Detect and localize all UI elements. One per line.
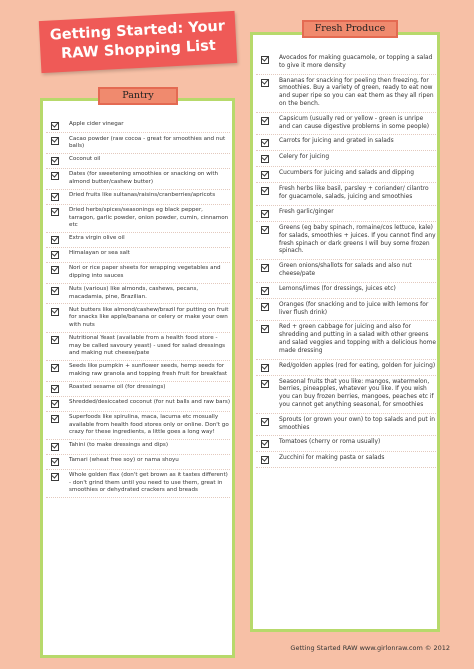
checkbox-icon[interactable] — [51, 415, 59, 423]
item-label: Carrots for juicing and grated in salads — [279, 138, 394, 145]
item-label: Avocados for making guacamole, or topping a salad to give it more density — [279, 55, 433, 69]
checkbox-icon[interactable] — [261, 418, 269, 426]
list-item — [46, 397, 230, 412]
item-label: Coconut oil — [69, 156, 101, 163]
checkbox-icon[interactable] — [51, 287, 59, 295]
list-item — [46, 205, 230, 233]
checkbox-icon[interactable] — [51, 236, 59, 244]
list-item — [46, 333, 230, 361]
checkbox-icon[interactable] — [261, 139, 269, 147]
checkbox-icon[interactable] — [261, 287, 269, 295]
item-label: Bananas for snacking for peeling then freezing, for smoothies. Buy a variety of green, ready to eat now and super ripe so you can eat them as they all ripen on the bench. — [279, 77, 434, 107]
checkbox-icon[interactable] — [51, 443, 59, 451]
item-label: Red/golden apples (red for eating, golden for juicing) — [279, 362, 436, 369]
list-item — [256, 75, 436, 113]
checkbox-icon[interactable] — [51, 458, 59, 466]
item-label: Tomatoes (cherry or roma usually) — [279, 439, 381, 446]
list-item — [256, 321, 436, 359]
item-label: Sprouts (or grown your own) to top salads and put in smoothies — [279, 416, 435, 431]
checkbox-icon[interactable] — [261, 187, 269, 195]
list-item — [46, 263, 230, 284]
item-label: Oranges (for snacking and to juice with lemons for liver flush drink) — [279, 301, 429, 316]
list-item — [256, 436, 436, 452]
checkbox-icon[interactable] — [261, 380, 269, 388]
list-item — [46, 190, 230, 205]
list-item — [256, 135, 436, 151]
produce-list — [256, 52, 436, 468]
checkbox-icon[interactable] — [51, 172, 59, 180]
item-label: Greens (eg baby spinach, romaine/cos lettuce, kale) for salads, smoothies + juices. If you cannot find any fresh spinach or dark greens I will buy some frozen spinach. — [279, 224, 436, 255]
item-label: Extra virgin olive oil — [69, 235, 125, 242]
list-item — [256, 452, 436, 468]
list-item — [256, 376, 436, 414]
list-item — [46, 133, 230, 154]
page-title — [39, 11, 237, 73]
item-label: Green onions/shallots for salads and also nut cheese/pate — [279, 263, 412, 277]
list-item — [256, 260, 436, 283]
item-label: Capsicum (usually red or yellow - green is unripe and can cause digestive problems in some people) — [279, 115, 430, 130]
item-label: Zucchini for making pasta or salads — [279, 455, 385, 462]
checkbox-icon[interactable] — [51, 122, 59, 130]
list-item — [46, 304, 230, 332]
item-label: Nuts (various) like almonds, cashews, pecans, macadamia, pine, Brazilian. — [69, 286, 199, 300]
title-line-2: RAW Shopping List — [60, 37, 217, 63]
item-label: Shredded/desiccated coconut (for nut balls and raw bars) — [69, 399, 231, 406]
item-label: Cacao powder (raw cocoa - great for smoothies and nut balls) — [69, 135, 226, 149]
list-item — [46, 169, 230, 190]
checkbox-icon[interactable] — [51, 336, 59, 344]
item-label: Celery for juicing — [279, 154, 330, 161]
item-label: Cucumbers for juicing and salads and dipping — [279, 170, 414, 177]
list-item — [256, 52, 436, 75]
list-item — [46, 455, 230, 470]
checkbox-icon[interactable] — [51, 308, 59, 316]
item-label: Himalayan or sea salt — [69, 250, 130, 257]
checkbox-icon[interactable] — [261, 456, 269, 464]
pantry-list — [46, 118, 230, 498]
list-item — [46, 154, 230, 169]
checkbox-icon[interactable] — [261, 226, 269, 234]
list-item — [46, 382, 230, 397]
item-label: Seeds like pumpkin + sunflower seeds, hemp seeds for making raw granola and topping fresh fruit for breakfast — [69, 363, 228, 377]
list-item — [256, 222, 436, 260]
list-item — [46, 440, 230, 455]
checkbox-icon[interactable] — [261, 171, 269, 179]
item-label: Nutritional Yeast (available from a health food store - may be called savoury yeast) - used for salad dressings and making nut cheese/pate — [69, 335, 226, 356]
item-label: Dried fruits like sultanas/raisins/cranberries/apricots — [69, 192, 216, 199]
checkbox-icon[interactable] — [261, 325, 269, 333]
item-label: Tahini (to make dressings and dips) — [69, 442, 169, 449]
list-item — [256, 167, 436, 183]
checkbox-icon[interactable] — [261, 303, 269, 311]
item-label: Fresh herbs like basil, parsley + coriander/ cilantro for guacamole, salads, juicing and smoothies — [279, 186, 429, 201]
checkbox-icon[interactable] — [261, 56, 269, 64]
produce-heading: Fresh Produce — [302, 20, 398, 38]
checkbox-icon[interactable] — [51, 400, 59, 408]
list-item — [256, 151, 436, 167]
checkbox-icon[interactable] — [51, 193, 59, 201]
list-item — [256, 360, 436, 376]
checkbox-icon[interactable] — [51, 473, 59, 481]
checkbox-icon[interactable] — [51, 157, 59, 165]
item-label: Seasonal fruits that you like: mangos, watermelon, berries, pineapples, whatever you like. If you wish you can buy frozen berries, mangoes, peaches etc if you cannot get anything seasonal, for smoothies — [279, 378, 434, 408]
item-label: Superfoods like spirulina, maca, lacuma etc mosually available from health food stores only or online. Don't go crazy for these ingredients, a little goes a long way! — [69, 414, 229, 436]
item-label: Roasted sesame oil (for dressings) — [69, 384, 166, 391]
item-label: Whole golden flax (don't get brown as it tastes different) - don't grind them until you need to use them, great in smoothies or dehydrated crackers and breads — [69, 472, 228, 494]
list-item — [256, 414, 436, 437]
list-item — [256, 113, 436, 136]
item-label: Dried herbs/spices/seasonings eg black pepper, tarragon, garlic powder, onion powder, cumin, cinnamon etc — [69, 207, 229, 228]
list-item — [46, 248, 230, 263]
checkbox-icon[interactable] — [261, 79, 269, 87]
title-line-1: Getting Started: Your — [49, 18, 226, 44]
checkbox-icon[interactable] — [51, 208, 59, 216]
checkbox-icon[interactable] — [51, 266, 59, 274]
item-label: Nut butters like almond/cashew/brazil for putting on fruit for snacks like apple/banana or celery or make your own with nuts — [69, 306, 229, 328]
item-label: Tamari (wheat free soy) or nama shoyu — [69, 457, 179, 464]
checkbox-icon[interactable] — [261, 117, 269, 125]
list-item — [46, 233, 230, 248]
list-item — [256, 183, 436, 206]
list-item — [46, 118, 230, 133]
list-item — [46, 361, 230, 382]
list-item — [46, 412, 230, 440]
checkbox-icon[interactable] — [51, 251, 59, 259]
list-item — [256, 283, 436, 299]
item-label: Lemons/limes (for dressings, juices etc) — [279, 285, 396, 292]
list-item — [46, 284, 230, 305]
checkbox-icon[interactable] — [51, 364, 59, 372]
list-item — [46, 470, 230, 498]
item-label: Fresh garlic/ginger — [279, 208, 334, 215]
checkbox-icon[interactable] — [261, 210, 269, 218]
item-label: Dates (for sweetening smoothies or snacking on with almond butter/cashew butter) — [69, 171, 219, 185]
checkbox-icon[interactable] — [261, 264, 269, 272]
footer-credit: Getting Started RAW www.girlonraw.com © 2012 — [290, 644, 450, 652]
checkbox-icon[interactable] — [51, 385, 59, 393]
item-label: Apple cider vinegar — [69, 120, 124, 127]
list-item — [256, 206, 436, 222]
checkbox-icon[interactable] — [261, 364, 269, 372]
checkbox-icon[interactable] — [51, 137, 59, 145]
pantry-heading: Pantry — [98, 87, 178, 105]
checkbox-icon[interactable] — [261, 155, 269, 163]
item-label: Nori or rice paper sheets for wrapping vegetables and dipping into sauces — [69, 265, 221, 279]
checkbox-icon[interactable] — [261, 440, 269, 448]
item-label: Red + green cabbage for juicing and also for shredding and putting in a salad with other greens and salad veggies and topping with a delicious home made dressing — [279, 324, 436, 354]
list-item — [256, 299, 436, 322]
